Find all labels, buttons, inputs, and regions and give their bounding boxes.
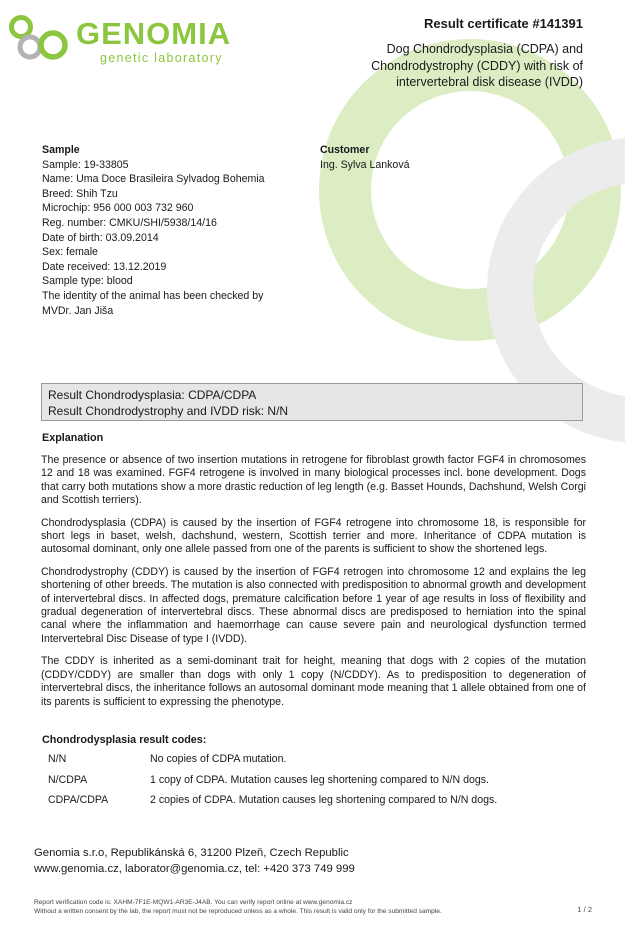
lab-address (34, 846, 355, 877)
genomia-logo (8, 10, 268, 66)
sample-line: Sample type: blood (42, 275, 133, 288)
logo-subtitle: genetic laboratory (100, 51, 223, 65)
explanation-paragraph: The presence or absence of two insertion mutations in retrogene for fibroblast growth factor FGF4 in chromosomes 12 and 18 was examined. FGF4 retrogene is involved in many biological processes incl. bone development. Dogs that carry both mutations show a more drastic reduction of leg length (e.g. Basset Hounds, Dachshund, Welsh Corgi and Scottish terriers). (41, 454, 586, 507)
customer-heading: Customer (320, 144, 370, 156)
contact-line: www.genomia.cz, laborator@genomia.cz, tel: +420 373 749 999 (34, 862, 355, 875)
green-ring (345, 65, 595, 315)
sample-line: Date received: 13.12.2019 (42, 260, 167, 273)
sample-line: Date of birth: 03.09.2014 (42, 231, 159, 244)
gray-ring (510, 160, 625, 420)
sample-line: Sample: 19-33805 (42, 158, 129, 171)
result-code: CDPA/CDPA (48, 794, 109, 806)
explanation-paragraph: The CDDY is inherited as a semi-dominant trait for height, meaning that dogs with 2 copies of the mutation (CDDY/CDDY) are smaller than dogs with only 1 copy (N/CDDY). As to predisposition to degeneration of intervertebral discs, the inheritance follows an autosomal dominant mode meaning that 1 allele obtained from one of its parents is sufficient to expressing the phenotype. (41, 655, 586, 708)
certificate-title-line: Dog Chondrodysplasia (CDPA) and (386, 42, 583, 56)
result-chondrodysplasia: Result Chondrodysplasia: CDPA/CDPA (48, 388, 257, 402)
sample-heading: Sample (42, 144, 80, 156)
result-code-row (48, 752, 588, 773)
sample-line: MVDr. Jan Jiša (42, 304, 114, 317)
certificate-number: Result certificate #141391 (424, 16, 583, 31)
result-code-description: 1 copy of CDPA. Mutation causes leg shortening compared to N/N dogs. (150, 773, 489, 786)
verification-note: Report verification code is: XAHM-7F1E-MQW1-AR3E-J4AB. You can verify report online at www.genomia.cz (34, 899, 353, 906)
explanation-paragraph: Chondrodysplasia (CDPA) is caused by the insertion of FGF4 retrogene into chromosome 18, is responsible for short legs in baset, welsh, dachshund, western, Scottish terrier and more. Inheritance of CDPA mutation is autosomal dominant, only one allele passed from one of the parents is sufficient to show the shortened legs. (41, 516, 586, 556)
result-chondrodystrophy: Result Chondrodystrophy and IVDD risk: N/N (48, 404, 289, 418)
sample-line: Microchip: 956 000 003 732 960 (42, 202, 194, 215)
sample-line: Sex: female (42, 246, 98, 259)
logo-circles-icon (8, 10, 74, 66)
customer-name: Ing. Sylva Lanková (320, 158, 410, 171)
footnote (34, 898, 442, 916)
consent-note: Without a written consent by the lab, the report must not be reproduced unless as a whole. This result is valid only for the submitted sample. (34, 908, 442, 916)
certificate-title-line: intervertebral disk disease (IVDD) (396, 75, 583, 89)
result-code-row (48, 773, 588, 794)
certificate-title (283, 41, 583, 91)
sample-line: The identity of the animal has been checked by (42, 289, 264, 302)
certificate-title-line: Chondrodystrophy (CDDY) with risk of (371, 58, 583, 73)
result-codes-table (48, 752, 588, 814)
page-number: 1 / 2 (577, 905, 592, 914)
customer-section (320, 143, 540, 172)
result-code-row (48, 793, 588, 814)
result-codes-title: Chondrodysplasia result codes: (42, 734, 207, 746)
sample-line: Reg. number: CMKU/SHI/5938/14/16 (42, 216, 217, 229)
sample-section (42, 143, 312, 318)
explanation-paragraph: Chondrodystrophy (CDDY) is caused by the insertion of FGF4 retrogen into chromosome 12 and explains the leg shortening of other breeds. The mutation is also connected with predisposition to abnormal growth and development of intervertebral discs. In affected dogs, premature calcification before 1 year of age results in loss of flexibility and gradual degeneration of intervertebral discs. These abnormal discs are predisposed to herniation into the spinal canal where the inflammation and haemorrhage can cause severe pain and neurological dysfunction termed Intervertebral Disc Disease of type I (IVDD). (41, 565, 586, 645)
explanation-title: Explanation (42, 432, 104, 444)
explanation-section (41, 454, 586, 718)
result-code: N/CDPA (48, 773, 88, 786)
logo-name: GENOMIA (76, 16, 232, 51)
result-code-description: No copies of CDPA mutation. (150, 753, 287, 765)
result-code-description: 2 copies of CDPA. Mutation causes leg shortening compared to N/N dogs. (150, 794, 498, 806)
sample-line: Name: Uma Doce Brasileira Sylvadog Bohemia (42, 173, 265, 186)
result-box (41, 383, 583, 421)
sample-line: Breed: Shih Tzu (42, 187, 118, 200)
address-line: Genomia s.r.o, Republikánská 6, 31200 Plzeň, Czech Republic (34, 847, 349, 859)
result-code: N/N (48, 753, 67, 765)
